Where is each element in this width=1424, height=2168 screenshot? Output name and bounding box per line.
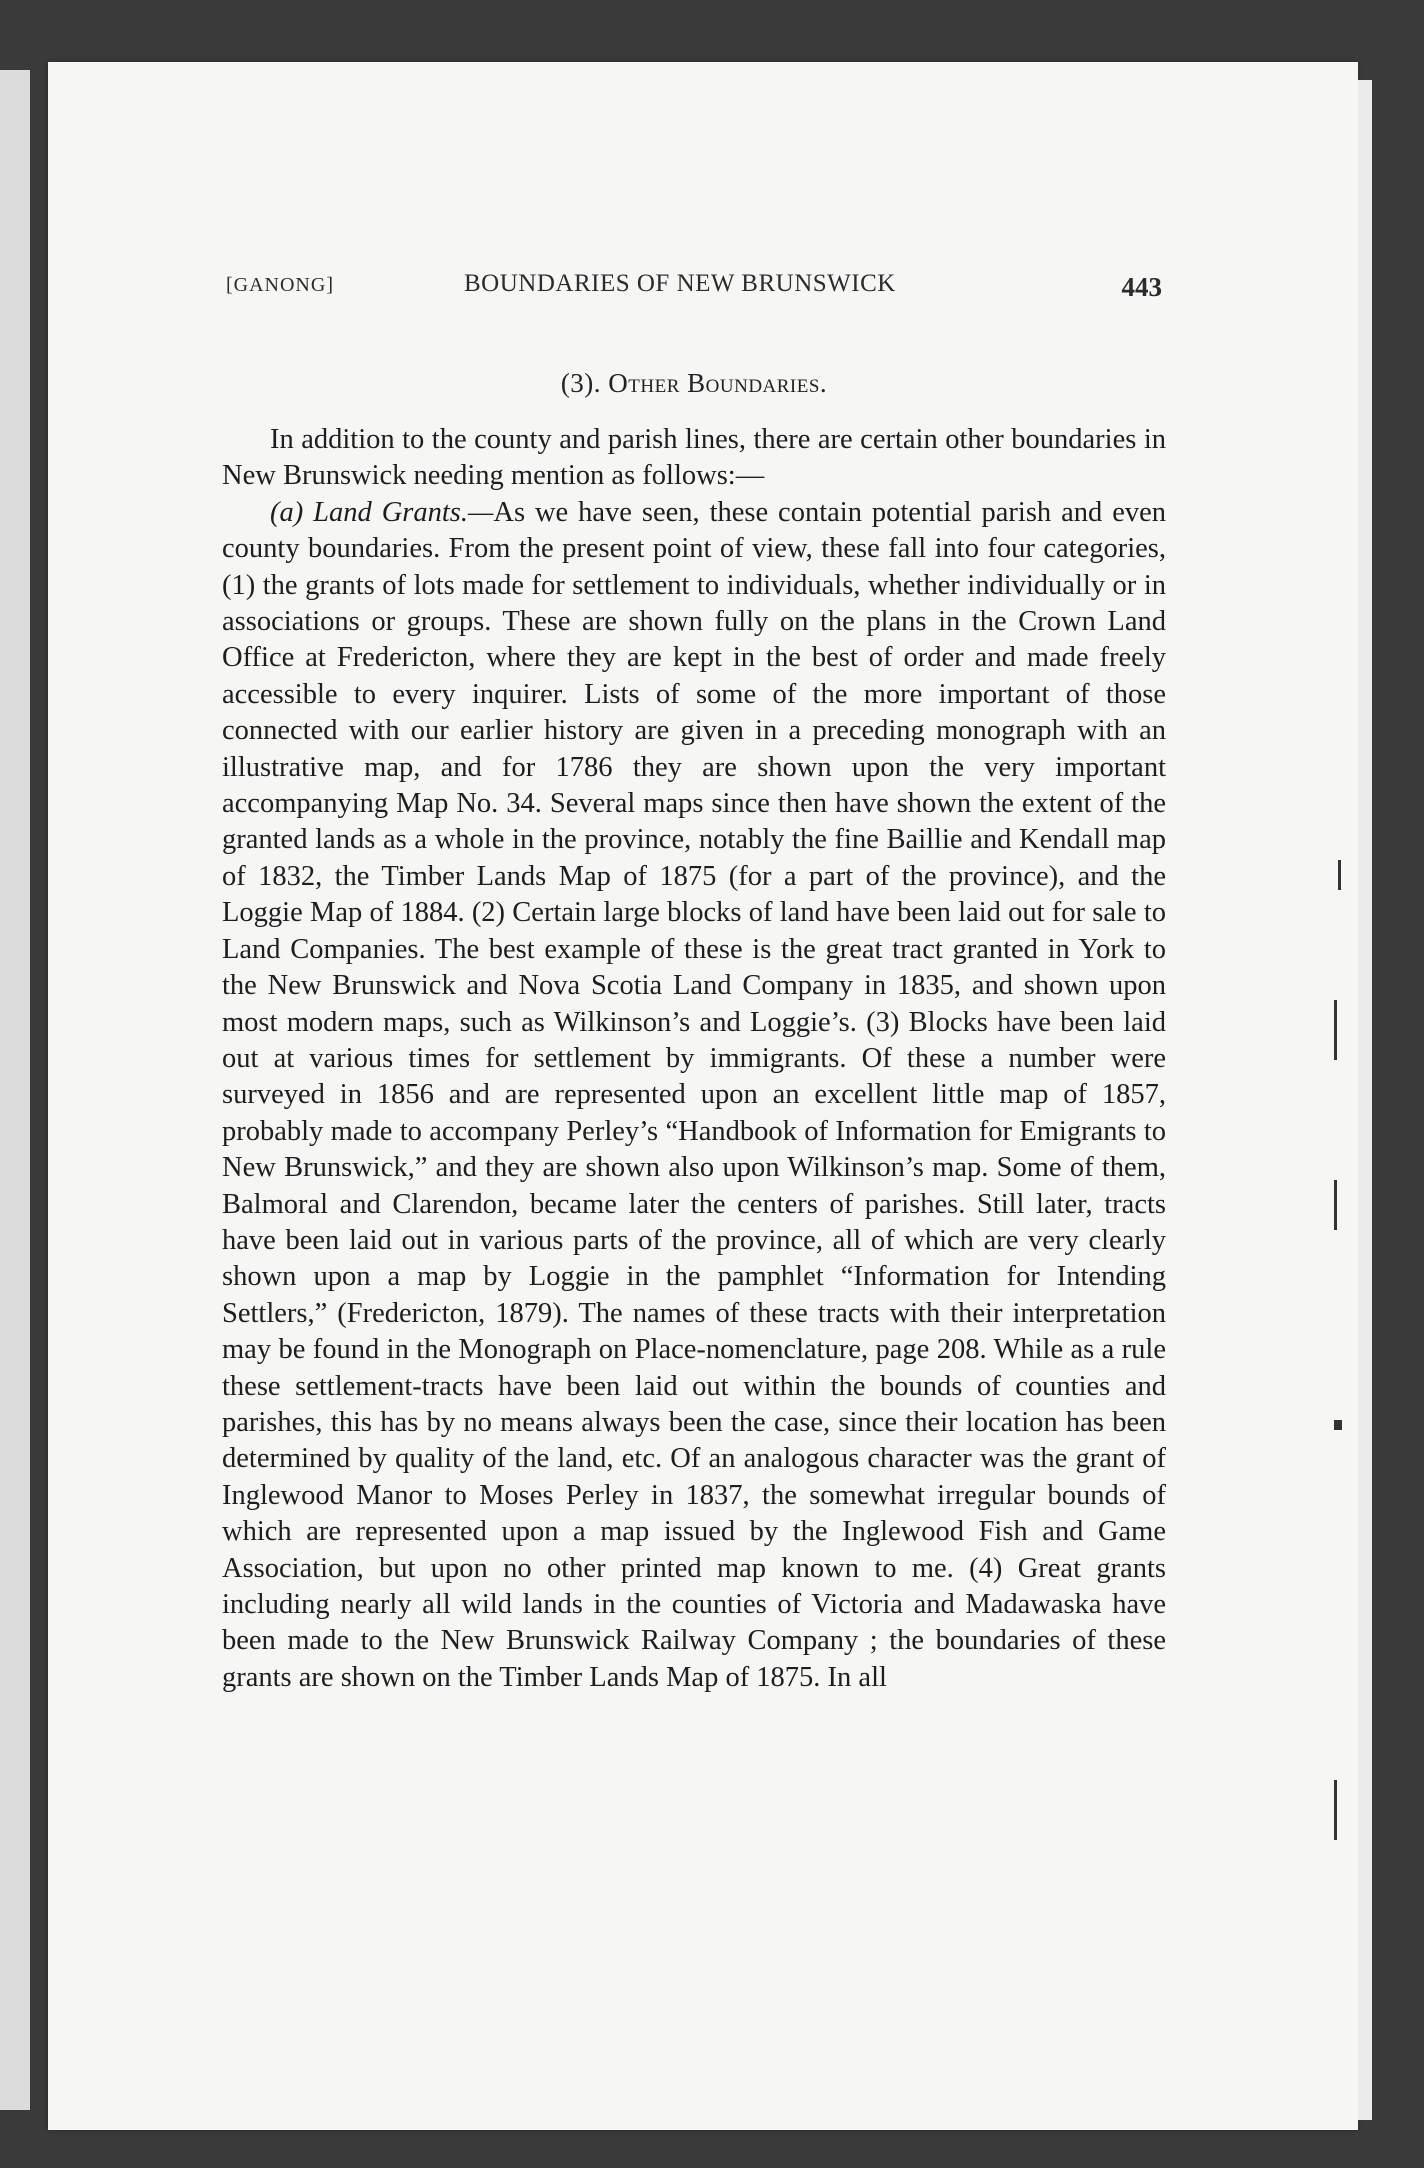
scan-mark xyxy=(1334,1180,1337,1230)
section-heading: (3). Other Boundaries. xyxy=(560,368,828,398)
page-stack-edge xyxy=(1358,80,1372,2120)
subsection-label: (a) Land Grants.— xyxy=(270,496,494,528)
scan-mark xyxy=(1334,1780,1337,1840)
running-head xyxy=(226,268,1162,312)
running-head-author: [GANONG] xyxy=(226,274,334,296)
scan-mark xyxy=(1334,1420,1342,1430)
previous-page-edge xyxy=(0,70,30,2110)
scan-mark xyxy=(1334,1000,1337,1060)
page-number: 443 xyxy=(1121,272,1162,302)
paragraph-land-grants xyxy=(222,495,1166,1696)
running-head-title: BOUNDARIES OF NEW BRUNSWICK xyxy=(464,270,896,297)
scan-mark xyxy=(1338,860,1341,890)
body-text xyxy=(222,422,1166,1696)
paragraph-land-grants-text: As we have seen, these contain potential parish and even county boundaries. From the present point of view, these fall into four categories, (1) the grants of lots made for settlement to individuals, whether individually or in associations or groups. These are shown fully on the plans in the Crown Land Office at Fredericton, where they are kept in the best of order and made freely accessible to every inquirer. Lists of some of the more important of those connected with our earlier history are given in a preceding monograph with an illustrative map, and for 1786 they are shown upon the very important accompanying Map No. 34. Several maps since then have shown the extent of the granted lands as a whole in the province, notably the fine Baillie and Kendall map of 1832, the Timber Lands Map of 1875 (for a part of the province), and the Loggie Map of 1884. (2) Certain large blocks of land have been laid out for sale to Land Companies. The best example of these is the great tract granted in York to the New Brunswick and Nova Scotia Land Company in 1835, and shown upon most modern maps, such as Wilkinson’s and Loggie’s. (3) Blocks have been laid out at various times for settlement by immigrants. Of these a number were surveyed in 1856 and are represented upon an excellent little map of 1857, probably made to accompany Perley’s “Handbook of Information for Emigrants to New Brunswick,” and they are shown also upon Wilkinson’s map. Some of them, Balmoral and Clarendon, became later the centers of parishes. Still later, tracts have been laid out in various parts of the province, all of which are very clearly shown upon a map by Loggie in the pamphlet “Information for Intending Settlers,” (Fredericton, 1879). The names of these tracts with their interpretation may be found in the Monograph on Place-nomenclature, page 208. While as a rule these settlement-tracts have been laid out within the bounds of counties and parishes, this has by no means always been the case, since their location has been determined by quality of the land, etc. Of an analogous character was the grant of Inglewood Manor to Moses Perley in 1837, the somewhat irregular bounds of which are represented upon a map issued by the Inglewood Fish and Game Association, but upon no other printed map known to me. (4) Great grants including nearly all wild lands in the counties of Victoria and Madawaska have been made to the New Brunswick Railway Company ; the boundaries of these grants are shown on the Timber Lands Map of 1875. In all xyxy=(222,496,1167,1693)
paragraph-intro: In addition to the county and parish lines, there are certain other boundaries in New Brunswick needing mention as follows:— xyxy=(222,424,1166,492)
